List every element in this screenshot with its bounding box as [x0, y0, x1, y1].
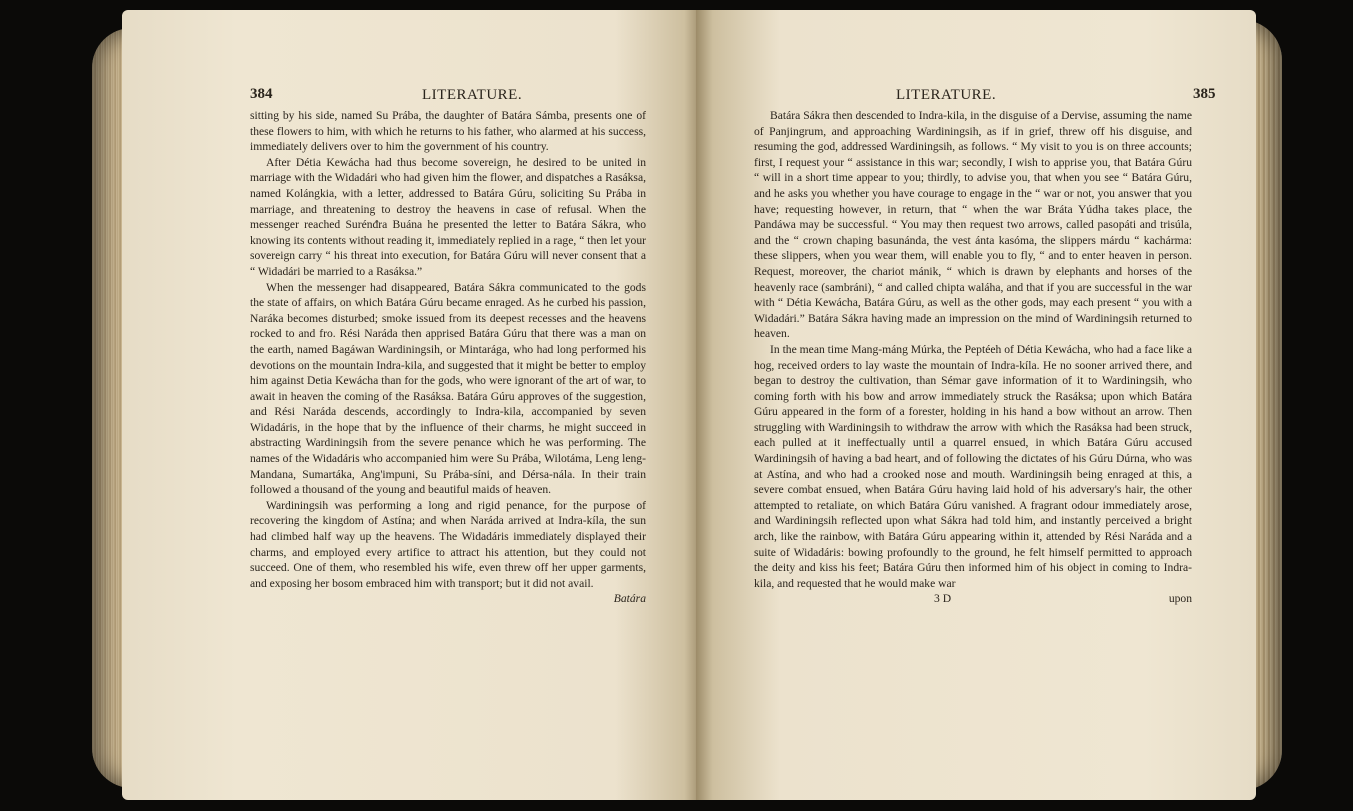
- paragraph: sitting by his side, named Su Prába, the daughter of Batára Sámba, presents one of these flowers to him, with which he returns to his father, who alarmed at his success, immediately delivers over to him the government of his country.: [250, 109, 646, 154]
- right-page-text: [754, 108, 1192, 607]
- paragraph: Batára Sákra then descended to Indra-kila, in the disguise of a Dervise, assuming the name of Panjingrum, and approaching Wardiningsih, as if in grief, threw off his disguise, and resuming the god, addressed Wardiningsih, as follows. “ My visit to you is on three accounts; first, I request your “ assistance in this war; secondly, I wish to apprise you, that Batára Gúru “ will in a short time appear to you; thirdly, to advise you, that when you see “ Batára Gúru, and he asks you whether you have courage to engage in the “ war or not, you answer that you have; requesting however, in return, that “ when the war Bráta Yúdha takes place, the Pandáwa may be successful. “ You may then request two arrows, called pasopáti and trisúla, and the “ crown chaping basunánda, the vest ánta kasóma, the slippers márdu “ kachárma: these slippers, when you wear them, will enable you to fly, “ and to enter heaven in person. Request, moreover, the chariot mánik, “ which is drawn by elephants and horses of the heavenly race (sambráni), “ and called chipta waláha, and that if you are successful in the war with “ Détia Kewácha, Batára Gúru, as well as the other gods, may each present “ you with a Widadári.” Batára Sákra having made an impression on the mind of Wardiningsih returned to heaven.: [754, 109, 1192, 341]
- running-head: LITERATURE.: [896, 87, 997, 103]
- paragraph: After Détia Kewácha had thus become sovereign, he desired to be united in marriage with the Widadári who had given him the flower, and dispatches a Rasáksa, named Kolángkia, with a letter, addressed to Batára Gúru, soliciting Su Prába in marriage, and threatening to destroy the heavens in case of refusal. When the messenger reached Surénđra Buána he presented the letter to Batára Sákra, who knowing its contents without reading it, immediately replied in a rage, “ then let your sovereign carry “ his threat into execution, for Batára Gúru will never consent that a “ Widadári be married to a Rasáksa.”: [250, 155, 646, 278]
- left-page: [122, 10, 702, 800]
- running-head: LITERATURE.: [422, 87, 523, 103]
- page-number: 384: [250, 86, 273, 102]
- catchword: upon: [1168, 592, 1192, 606]
- signature-mark: 3 D: [934, 592, 952, 606]
- page-footer: [754, 591, 1192, 607]
- open-book: [92, 10, 1282, 805]
- paragraph: In the mean time Mang-máng Múrka, the Peptéeh of Détia Kewácha, who had a face like a hog, received orders to lay waste the mountain of Indra-kíla. He no sooner arrived there, and began to destroy the cultivation, than Sémar gave information of it to Wardiningsih, who coming forth with his bow and arrow immediately struck the Rasáksa; upon which Batára Gúru appeared in the form of a forester, holding in his hand a bow without an arrow. Then struggling with Wardiningsih to withdraw the arrow with which the Rasáksa had been struck, each pulled at it ineffectually until a quarrel ensued, in which Batára Gúru accused Wardiningsih of having a bad heart, and of following the dictates of his Gúru Dúrna, who was at Astína, and who had a crooked nose and mouth. Wardiningsih being enraged at this, a severe combat ensued, when Batára Gúru having laid hold of his adversary's hair, the other attempted to retaliate, on which Batára Gúru vanished. A fragrant odour immediately arose, and Wardiningsih reflected upon what Sákra had told him, and instantly perceived a bright arch, like the rainbow, with Batára Gúru appearing within it, attended by Rési Naráda and a suite of Widadáris: bowing profoundly to the ground, he felt himself permitted to approach the deity and kiss his feet; Batára Gúru then informed him of his object in coming to Indra-kila, and requested that he would make war: [754, 342, 1192, 590]
- page-number: 385: [1193, 86, 1216, 102]
- paragraph: When the messenger had disappeared, Batára Sákra communicated to the gods the state of affairs, on which Batára Gúru became enraged. As he curbed his passion, Naráka becomes disturbed; smoke issued from its deepest recesses and the heavens rocked to and fro. Rési Naráda then apprised Batára Gúru that there was a man on the earth, named Bagáwan Wardiningsih, or Mintarága, who had long performed his devotions on the mountain Indra-kila, and suggested that it might be better to employ him against Detia Kewácha than for the gods, who were ignorant of the art of war, to await in heaven the coming of the Rasáksa. Batára Gúru approves of the suggestion, and Rési Naráda descends, accordingly to Indra-kila, accompanied by seven Widadáris, in the hope that by the influence of their charms, he might succeed in abstracting Wardiningsih from the severe penance which he was performing. The names of the Widadáris who accompanied him were Su Prába, Wilotáma, Leng leng-Mandana, Sumartáka, Ang'impuni, Su Prába-síni, and Dérsa-nála. In their train followed a thousand of the young and beautiful maids of heaven.: [250, 280, 646, 497]
- left-page-text: [250, 108, 646, 607]
- catchword: Batára: [613, 592, 646, 606]
- right-page: [696, 10, 1256, 800]
- paragraph: Wardiningsih was performing a long and rigid penance, for the purpose of recovering the kingdom of Astína; and when Naráda arrived at Indra-kíla, the sun had climbed half way up the heavens. The Widadáris immediately displayed their charms, and employed every artifice to attract his attention, but they could not succeed. One of them, who resembled his wife, even threw off her upper garments, and exposing her bosom embraced him with transport; but it did not avail.: [250, 498, 646, 590]
